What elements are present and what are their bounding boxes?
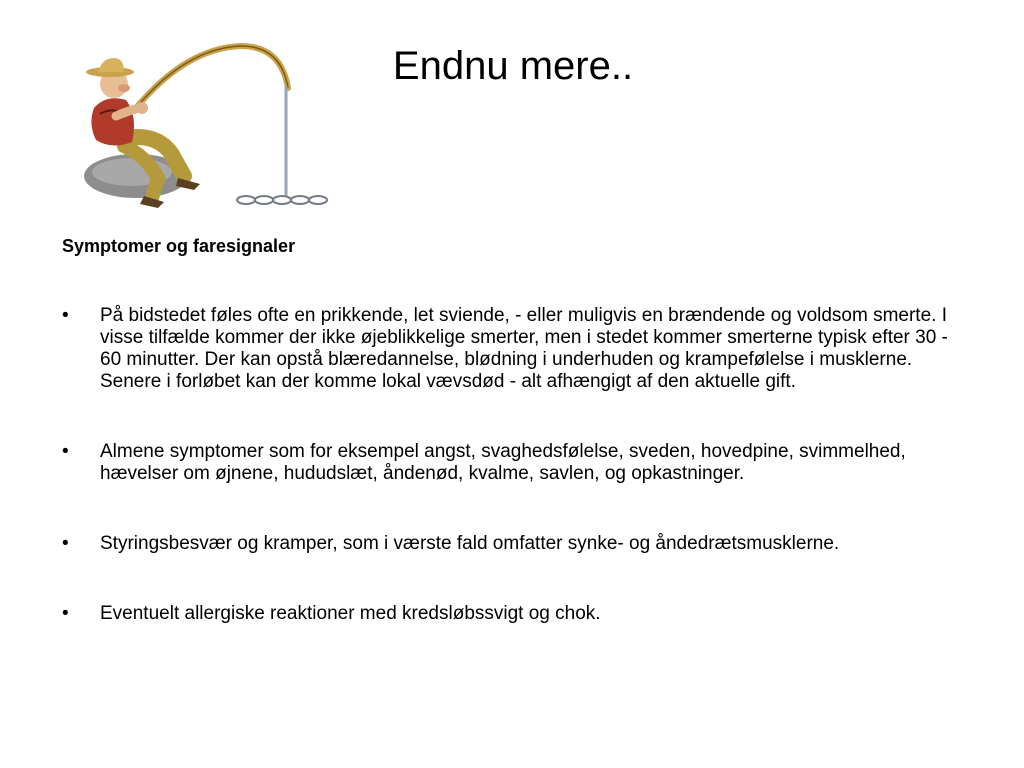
- section-subheading: Symptomer og faresignaler: [62, 236, 296, 256]
- bullet-icon: •: [62, 305, 69, 326]
- list-item-text: Eventuelt allergiske reaktioner med kredsløbssvigt og chok.: [100, 603, 601, 624]
- slide-title: Endnu mere..: [392, 44, 634, 88]
- list-item-text: Styringsbesvær og kramper, som i værste fald omfatter synke- og åndedrætsmusklerne.: [100, 533, 840, 554]
- list-item-text: På bidstedet føles ofte en prikkende, let sviende, - eller muligvis en brændende og voldsom smerte. I visse tilfælde kommer der ikke øjeblikkelige smerter, men i stedet kommer smerterne typisk efter 30 - 60 minutter. Der kan opstå blæredannelse, blødning i underhuden og krampefølelse i musklerne. Senere i forløbet kan der komme lokal vævsdød - alt afhængigt af den aktuelle gift.: [100, 305, 948, 392]
- bullet-icon: •: [62, 441, 69, 462]
- bullet-icon: •: [62, 603, 69, 624]
- list-item: [62, 441, 962, 485]
- bullet-icon: •: [62, 533, 69, 554]
- symptom-list: [62, 305, 962, 625]
- list-item: [62, 533, 962, 555]
- list-item: [62, 603, 962, 625]
- list-item-text: Almene symptomer som for eksempel angst, svaghedsfølelse, sveden, hovedpine, svimmelhed, hævelser om øjnene, hududslæt, åndenød, kvalme, savlen, og opkastninger.: [100, 441, 906, 484]
- list-item: [62, 305, 962, 393]
